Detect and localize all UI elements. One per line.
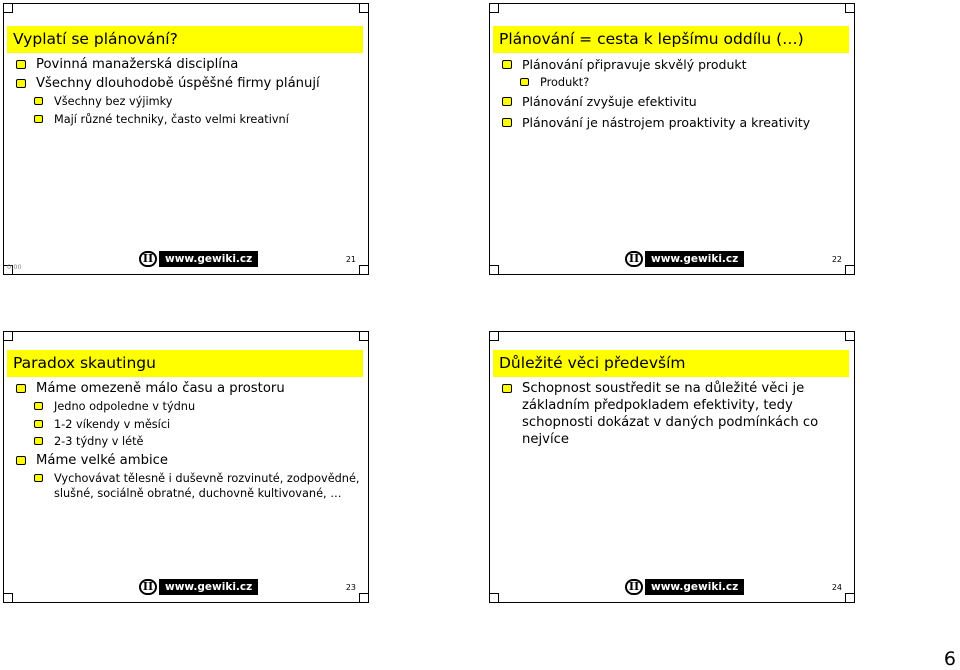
slide-title: Paradox skautingu bbox=[7, 350, 363, 377]
list-item bbox=[10, 380, 362, 397]
square-bullet-icon bbox=[502, 118, 512, 127]
square-bullet-icon bbox=[502, 97, 512, 106]
square-bullet-icon bbox=[502, 60, 512, 69]
list-item-text: Povinná manažerská disciplína bbox=[36, 57, 239, 72]
logo-url: www.gewiki.cz bbox=[159, 251, 258, 267]
square-bullet-icon bbox=[34, 474, 43, 482]
sub-list-item bbox=[10, 417, 362, 433]
slide-title: Vyplatí se plánování? bbox=[7, 26, 363, 53]
slide-number: 22 bbox=[831, 255, 842, 264]
slide-content bbox=[10, 378, 362, 502]
slide-corner-handle bbox=[489, 331, 499, 341]
list-item-text: Plánování zvyšuje efektivitu bbox=[522, 93, 697, 109]
list-item-text: Plánování připravuje skvělý produkt bbox=[522, 57, 747, 72]
logo-url: www.gewiki.cz bbox=[159, 579, 258, 595]
slide-title: Důležité věci především bbox=[493, 350, 849, 377]
slide-corner-handle bbox=[359, 331, 369, 341]
slide-22 bbox=[489, 3, 855, 275]
slide-23 bbox=[3, 331, 369, 603]
square-bullet-icon bbox=[34, 97, 43, 105]
list-item bbox=[496, 114, 848, 131]
slide-content bbox=[496, 54, 848, 131]
slide-corner-handle bbox=[489, 3, 499, 13]
list-item bbox=[10, 56, 362, 73]
page-number: 6 bbox=[943, 648, 956, 670]
list-item-text: Máme velké ambice bbox=[36, 452, 168, 468]
square-bullet-icon bbox=[16, 384, 26, 393]
list-item-text: Jedno odpoledne v týdnu bbox=[54, 400, 196, 413]
slide-number: 23 bbox=[345, 583, 356, 592]
sub-list-item bbox=[10, 434, 362, 450]
sub-list-item bbox=[10, 471, 370, 502]
slide-24 bbox=[489, 331, 855, 603]
square-bullet-icon bbox=[16, 60, 26, 69]
square-bullet-icon bbox=[16, 456, 26, 465]
gewiki-logo-icon: II bbox=[625, 579, 643, 595]
slide-corner-handle bbox=[359, 593, 369, 603]
list-item-text: Všechny bez výjimky bbox=[54, 95, 173, 108]
list-item-text: Vychovávat tělesně i duševně rozvinuté, zodpovědné, slušné, sociálně obratné, duchovně kultivované, … bbox=[54, 471, 360, 500]
list-item bbox=[496, 93, 848, 110]
slide-corner-handle bbox=[359, 3, 369, 13]
list-item bbox=[496, 380, 822, 448]
list-item-text: Všechny dlouhodobě úspěšné firmy plánují bbox=[36, 76, 320, 91]
sub-list-item bbox=[10, 399, 362, 415]
slide-corner-handle bbox=[845, 3, 855, 13]
slide-corner-handle bbox=[845, 265, 855, 275]
square-bullet-icon bbox=[16, 79, 26, 88]
slide-content bbox=[496, 378, 848, 448]
square-bullet-icon bbox=[34, 420, 43, 428]
slide-corner-handle bbox=[845, 593, 855, 603]
list-item-text: Plánování je nástrojem proaktivity a kreativity bbox=[522, 114, 811, 130]
slide-corner-handle bbox=[845, 331, 855, 341]
list-item bbox=[10, 75, 362, 92]
square-bullet-icon bbox=[34, 115, 43, 123]
list-item-text: Schopnost soustředit se na důležité věci je základním předpokladem efektivity, tedy schopnosti dokázat v daných podmínkách co nejvíce bbox=[522, 381, 819, 447]
list-item-text: Mají různé techniky, často velmi kreativní bbox=[54, 112, 289, 126]
footer-logo bbox=[139, 250, 258, 267]
slide-corner-handle bbox=[489, 265, 499, 275]
square-bullet-icon bbox=[520, 78, 529, 86]
square-bullet-icon bbox=[34, 437, 43, 445]
slide-corner-handle bbox=[3, 331, 13, 341]
sub-list-item bbox=[10, 112, 362, 128]
sub-list-item bbox=[496, 75, 848, 91]
list-item bbox=[10, 452, 362, 469]
list-item-text: 1-2 víkendy v měsíci bbox=[54, 417, 171, 431]
footer-logo bbox=[139, 578, 258, 595]
logo-url: www.gewiki.cz bbox=[645, 579, 744, 595]
slide-corner-handle bbox=[3, 593, 13, 603]
slide-number: 24 bbox=[831, 583, 842, 592]
footer-logo bbox=[625, 578, 744, 595]
square-bullet-icon bbox=[34, 402, 43, 410]
square-bullet-icon bbox=[502, 384, 512, 393]
gewiki-logo-icon: II bbox=[139, 251, 157, 267]
gewiki-logo-icon: II bbox=[625, 251, 643, 267]
slide-21 bbox=[3, 3, 369, 275]
slide-timing: 0:00 bbox=[7, 263, 22, 271]
slide-title: Plánování = cesta k lepšímu oddílu (…) bbox=[493, 26, 849, 53]
sub-list-item bbox=[10, 94, 362, 110]
list-item-text: Produkt? bbox=[540, 76, 590, 89]
slide-number: 21 bbox=[345, 255, 356, 264]
slide-content bbox=[10, 54, 362, 127]
list-item-text: 2-3 týdny v létě bbox=[54, 435, 144, 448]
gewiki-logo-icon: II bbox=[139, 579, 157, 595]
logo-url: www.gewiki.cz bbox=[645, 251, 744, 267]
list-item bbox=[496, 56, 848, 73]
footer-logo bbox=[625, 250, 744, 267]
list-item-text: Máme omezeně málo času a prostoru bbox=[36, 381, 285, 396]
slide-corner-handle bbox=[489, 593, 499, 603]
slide-corner-handle bbox=[359, 265, 369, 275]
slide-corner-handle bbox=[3, 3, 13, 13]
